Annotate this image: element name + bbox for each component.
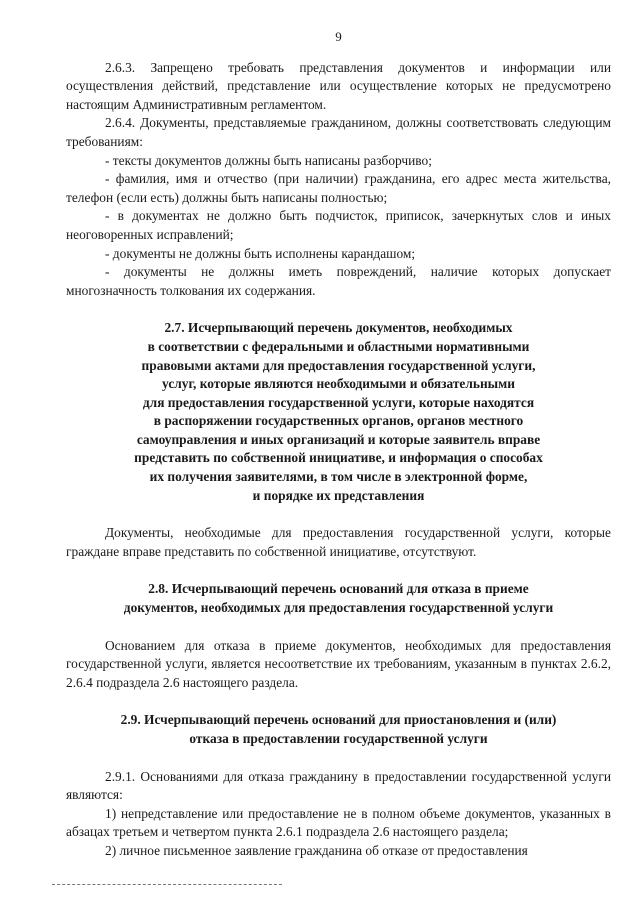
refusal-ground-item: 1) непредставление или предоставление не в полном объеме документов, указанных в абзацах третьем и четвертом пункта 2.6.1 подраздела 2.6 настоящего раздела;	[66, 805, 611, 840]
heading-line: 2.7. Исчерпывающий перечень документов, необходимых	[164, 320, 513, 336]
heading-line: правовыми актами для предоставления государственной услуги,	[141, 357, 536, 373]
requirement-item: - в документах не должно быть подчисток, приписок, зачеркнутых слов и иных неоговоренных исправлений;	[66, 208, 611, 242]
heading-line: и порядке их представления	[252, 487, 425, 503]
heading-line: документов, необходимых для предоставления государственной услуги	[123, 600, 554, 616]
heading-line: в распоряжении государственных органов, органов местного	[153, 413, 524, 429]
paragraph-2-6-3: 2.6.3. Запрещено требовать представления документов и информации или осуществления действий, представление или осуществление которых не предусмотрено настоящим Административным регламентом.	[66, 59, 611, 112]
heading-line: 2.8. Исчерпывающий перечень оснований для отказа в приеме	[148, 581, 529, 597]
heading-line: в соответствии с федеральными и областными нормативными	[147, 338, 530, 354]
paragraph-2-6-4: 2.6.4. Документы, представляемые гражданином, должны соответствовать следующим требованиям:	[66, 115, 611, 149]
heading-line: самоуправления и иных организаций и которые заявитель вправе	[136, 431, 541, 447]
heading-line: для предоставления государственной услуги, которые находятся	[142, 394, 535, 410]
document-page	[66, 28, 611, 861]
requirement-item: - фамилия, имя и отчество (при наличии) гражданина, его адрес места жительства, телефон (если есть) должны быть написаны полностью;	[66, 171, 611, 205]
paragraph-2-8: Основанием для отказа в приеме документов, необходимых для предоставления государственной услуги, является несоответствие их требованиям, указанным в пунктах 2.6.2, 2.6.4 подраздела 2.6 настоящего раздела.	[66, 637, 611, 690]
heading-line: их получения заявителями, в том числе в электронной форме,	[149, 469, 528, 485]
paragraph-2-7: Документы, необходимые для предоставления государственной услуги, которые граждане вправе представить по собственной инициативе, отсутствуют.	[66, 525, 611, 559]
heading-line: 2.9. Исчерпывающий перечень оснований для приостановления и (или)	[120, 712, 557, 728]
requirement-item: - тексты документов должны быть написаны разборчиво;	[105, 152, 432, 168]
requirement-item: - документы не должны иметь повреждений, наличие которых допускает многозначность толкования их содержания.	[66, 264, 611, 298]
heading-line: отказа в предоставлении государственной услуги	[189, 731, 488, 746]
refusal-ground-item: 2) личное письменное заявление гражданина об отказе от предоставления	[105, 842, 528, 858]
heading-line: представить по собственной инициативе, и информация о способах	[134, 450, 543, 466]
heading-line: услуг, которые являются необходимыми и обязательными	[162, 376, 515, 392]
section-heading-2-8	[66, 580, 611, 617]
requirement-item: - документы не должны быть исполнены карандашом;	[105, 245, 416, 261]
page-number: 9	[335, 29, 342, 44]
section-heading-2-9	[66, 711, 611, 748]
section-heading-2-7	[66, 319, 611, 505]
paragraph-2-9-1: 2.9.1. Основаниями для отказа гражданину в предоставлении государственной услуги являются:	[66, 768, 611, 803]
scan-footer-line	[52, 884, 282, 885]
